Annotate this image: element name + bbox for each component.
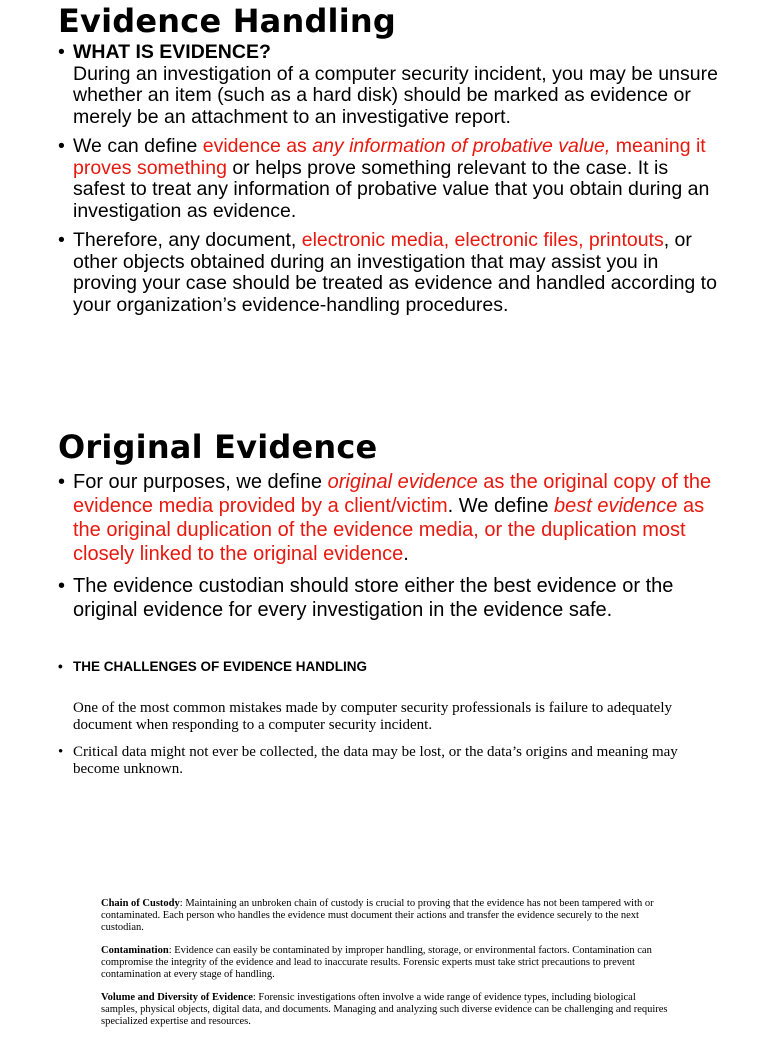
probative-value-highlight: any information of probative value, xyxy=(312,135,611,157)
purposes-end: . xyxy=(403,543,409,565)
therefore-post: , or other objects obtained during an investigation that may assist you in proving your case should be treated as evidence and handled according to your organization’s evidence-handling procedures. xyxy=(73,229,717,316)
definition-term: Volume and Diversity of Evidence xyxy=(101,992,253,1003)
list-item-define-evidence xyxy=(58,136,718,222)
what-is-evidence-heading: • WHAT IS EVIDENCE? xyxy=(73,41,271,63)
definition-contamination xyxy=(101,945,669,981)
section-title-original-evidence: Original Evidence xyxy=(58,428,378,466)
definition-volume-diversity xyxy=(101,992,669,1028)
list-item-purposes xyxy=(58,470,718,566)
evidence-handling-list xyxy=(58,42,718,324)
proves-something-highlight: meaning it proves something xyxy=(73,135,706,179)
best-evidence-definition: as the original duplication of the evidence media, or the duplication most closely linked to the original evidence xyxy=(73,495,705,565)
challenges-paragraph: One of the most common mistakes made by computer security professionals is failure to adequately document when responding to a computer security incident. xyxy=(73,700,673,733)
definition-text: : Evidence can easily be contaminated by improper handling, storage, or environmental factors. Contamination can compromise the integrity of the evidence and lead to inaccurate results. Forensic experts must take strict precautions to prevent contamination at every stage of handling. xyxy=(101,945,652,980)
electronic-media-highlight: electronic media, electronic files, printouts xyxy=(301,229,664,251)
challenges-heading: • THE CHALLENGES OF EVIDENCE HANDLING xyxy=(58,658,718,676)
definition-term: Contamination xyxy=(101,945,169,956)
original-evidence-definition: as the original copy of the evidence media provided by a client/victim xyxy=(73,471,712,517)
definition-text: : Maintaining an unbroken chain of custody is crucial to proving that the evidence has not been tampered with or contaminated. Each person who handles the evidence must document their actions and transfer the evidence securely to the next custodian. xyxy=(101,898,654,933)
list-item-therefore xyxy=(58,230,718,316)
challenges-bullet: • Critical data might not ever be collected, the data may be lost, or the data’s origins and meaning may become unknown. xyxy=(58,744,728,778)
list-item-custodian: • The evidence custodian should store either the best evidence or the original evidence for every investigation in the evidence safe. xyxy=(58,574,718,622)
original-evidence-list xyxy=(58,470,718,630)
section-title-evidence-handling: Evidence Handling xyxy=(58,2,396,40)
define-evidence-highlight: evidence as xyxy=(202,135,313,157)
best-evidence-term: best evidence xyxy=(554,495,678,517)
original-evidence-term: original evidence xyxy=(327,471,478,493)
define-evidence-post: or helps prove something relevant to the case. It is safest to treat any information of probative value that you obtain during an investigation as evidence. xyxy=(73,156,710,222)
definition-term: Chain of Custody xyxy=(101,898,180,909)
definitions-block xyxy=(101,898,669,1039)
list-item-what-is-evidence xyxy=(58,42,718,128)
what-is-evidence-text: During an investigation of a computer security incident, you may be unsure whether an item (such as a hard disk) should be marked as evidence or merely be an attachment to an investigative report. xyxy=(73,62,718,128)
define-evidence-pre: We can define xyxy=(73,135,203,157)
definition-chain-of-custody xyxy=(101,898,669,934)
challenges-list xyxy=(58,658,718,676)
purposes-pre: For our purposes, we define xyxy=(73,471,328,493)
purposes-mid: . We define xyxy=(447,495,554,517)
definition-text: : Forensic investigations often involve a wide range of evidence types, including biological samples, physical objects, digital data, and documents. Managing and analyzing such diverse evidence can be challenging and requires specialized expertise and resources. xyxy=(101,992,668,1027)
therefore-pre: Therefore, any document, xyxy=(73,229,302,251)
